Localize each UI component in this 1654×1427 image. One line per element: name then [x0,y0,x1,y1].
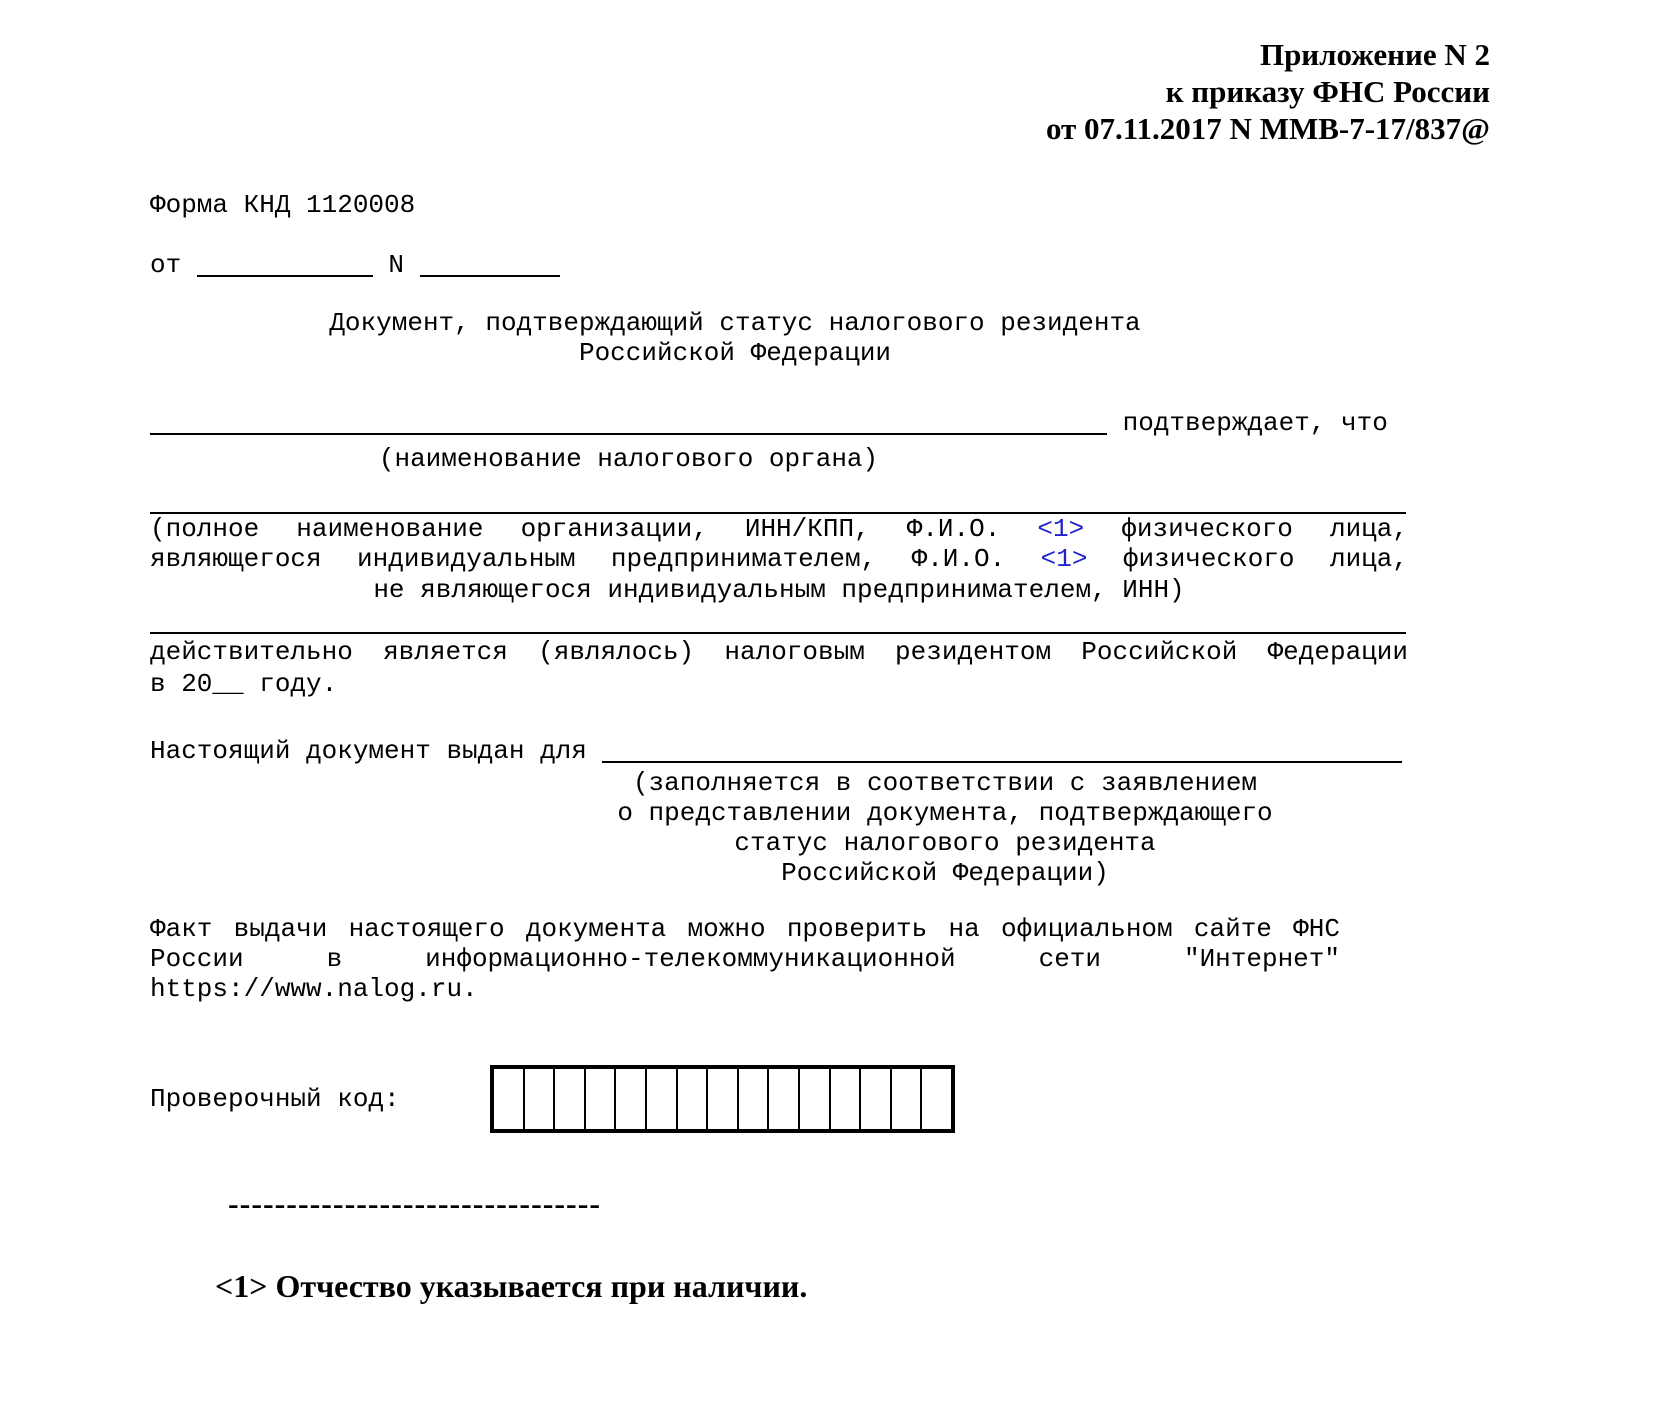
org-caption-1-after: физического лица, [1084,514,1408,544]
second-blank-line [150,632,1406,634]
org-caption-1-before: (полное наименование организации, ИНН/КПП, Ф.И.О. [150,514,1038,544]
document-title-line-2: Российской Федерации [578,338,892,368]
appendix-header-line-1: Приложение N 2 [1259,37,1490,72]
verification-code-cell [859,1069,890,1129]
form-number-line: Форма КНД 1120008 [150,190,416,220]
issued-for-blank-line [602,739,1402,763]
issued-caption-line-1: (заполняется в соответствии с заявлением [632,768,1258,798]
verification-code-cell [645,1069,676,1129]
separator-dashes: -------------------------------- [228,1185,601,1221]
appendix-header-line-2: к приказу ФНС России [1165,74,1490,109]
resident-statement-line-2: в 20__ году. [150,669,338,699]
fact-paragraph-line-1: Факт выдачи настоящего документа можно проверить на официальном сайте ФНС [150,914,1340,944]
confirm-line [150,408,1388,438]
date-number-line [150,250,560,280]
appendix-header [700,36,1490,147]
verification-code-cell [767,1069,798,1129]
date-prefix: от [150,250,197,280]
verification-code-cell [920,1069,951,1129]
fact-paragraph-line-2: России в информационно-телекоммуникационной сети "Интернет" [150,944,1340,974]
issued-for-line [150,736,1402,766]
issued-for-prefix: Настоящий документ выдан для [150,736,603,766]
org-caption-2-after: физического лица, [1087,544,1408,574]
issued-caption-line-4: Российской Федерации) [781,858,1109,888]
appendix-header-line-3: от 07.11.2017 N ММВ-7-17/837@ [1045,111,1490,146]
verification-code-cell [829,1069,860,1129]
verification-code-cell [737,1069,768,1129]
issued-caption-line-3: статус налогового резидента [734,828,1156,858]
verification-code-cell [523,1069,554,1129]
document-title-line-1: Документ, подтверждающий статус налогового резидента [329,308,1141,338]
verification-code-cell [584,1069,615,1129]
verification-code-cell [614,1069,645,1129]
org-caption-line-1 [150,514,1408,544]
verification-code-cell [553,1069,584,1129]
verification-code-cell [706,1069,737,1129]
fact-paragraph-url: https://www.nalog.ru. [150,974,478,1004]
tax-authority-blank-line [150,411,1107,435]
verification-code-cell [798,1069,829,1129]
date-blank-line [197,253,373,277]
org-caption-2-before: являющегося индивидуальным предпринимателем, Ф.И.О. [150,544,1041,574]
number-blank-line [420,253,560,277]
footnote-ref-1: <1> [1037,514,1085,544]
verification-code-cell [890,1069,921,1129]
verification-code-cell [676,1069,707,1129]
confirm-suffix: подтверждает, что [1107,408,1388,438]
verification-code-grid [490,1065,955,1133]
org-caption-line-2 [150,544,1408,574]
footnote-text: <1> Отчество указывается при наличии. [215,1268,808,1304]
resident-statement-line-1: действительно является (являлось) налоговым резидентом Российской Федерации [150,637,1408,667]
issued-caption-line-2: о представлении документа, подтверждающего [617,798,1273,828]
footnote-ref-2: <1> [1040,544,1088,574]
tax-authority-caption: (наименование налогового органа) [378,444,879,474]
number-label: N [372,250,420,280]
org-caption-line-3: не являющегося индивидуальным предпринимателем, ИНН) [373,575,1185,605]
verification-code-label: Проверочный код: [150,1084,400,1114]
verification-code-cell [494,1069,523,1129]
